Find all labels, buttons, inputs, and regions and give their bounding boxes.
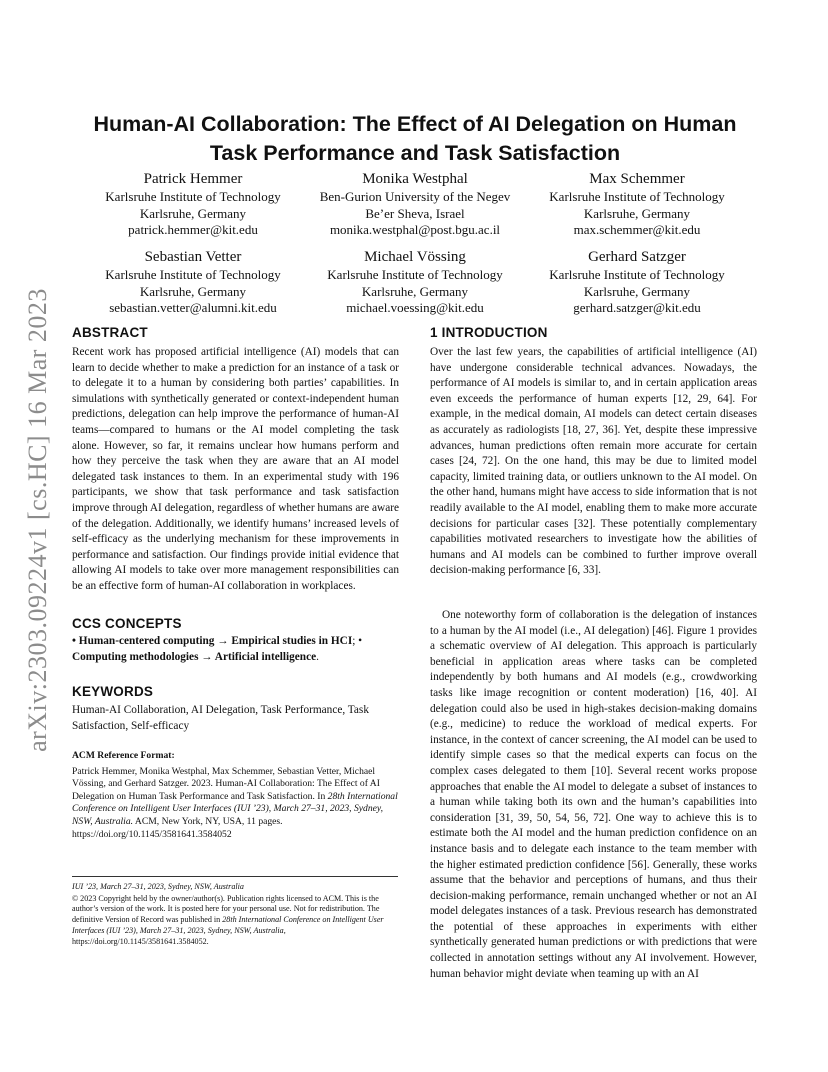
author-block	[517, 248, 757, 317]
author-location: Karlsruhe, Germany	[139, 205, 247, 221]
acm-reference-doi: ACM, New York, NY, USA, 11 pages. https://doi.org/10.1145/3581641.3584052	[72, 815, 283, 840]
footnote-conference: 28th International Conference on Intelligent User Interfaces (IUI ’23), March 27–31, 2023, Sydney, NSW, Australia	[72, 915, 384, 935]
acm-reference	[72, 750, 400, 841]
footnote-text: © 2023 Copyright held by the owner/author(s). Publication rights licensed to ACM. This is the author’s version of the work. It is posted here for your personal use. Not for redistribution. The definitive Version of Record was published in	[72, 893, 380, 925]
paper-title: Human-AI Collaboration: The Effect of AI Delegation on Human Task Performance and Task Satisfaction	[93, 112, 737, 165]
author-name: Patrick Hemmer	[143, 171, 243, 187]
author-email: michael.voessing@kit.edu	[346, 300, 484, 315]
author-block	[517, 170, 757, 239]
acm-reference-label: ACM Reference Format:	[72, 750, 175, 761]
author-location: Karlsruhe, Germany	[583, 283, 691, 299]
introduction-heading: 1 INTRODUCTION	[430, 325, 548, 340]
ccs-heading: CCS CONCEPTS	[72, 616, 182, 631]
author-affiliation: Karlsruhe Institute of Technology	[327, 267, 503, 282]
abstract-text: Recent work has proposed artificial intelligence (AI) models that can learn to decide whether to make a prediction for an instance of a task or to delegate it to a human by considering both parties’ capabilities. In simulations with synthetically generated or context-independent human predictions, delegation can help improve the performance of human-AI teams—compared to humans or the AI model completing the task alone. However, so far, it remains unclear how humans perform and how they perceive the task when they are aware that an AI model delegated task instances to them. In an experimental study with 196 participants, we show that task performance and task satisfaction improve through AI delegation, regardless of whether humans are aware of the delegation. Additionally, we identify humans’ increased levels of self-efficacy as the underlying mechanism for these improvements in performance and satisfaction. Our findings provide initial evidence that allowing AI models to take over more management responsibilities can be an effective form of human-AI collaboration in workplaces.	[72, 346, 399, 592]
arxiv-identifier: arXiv:2303.09224v1 [cs.HC] 16 Mar 2023	[23, 288, 52, 752]
author-affiliation: Karlsruhe Institute of Technology	[105, 189, 281, 204]
author-affiliation: Karlsruhe Institute of Technology	[549, 267, 725, 282]
footnote-venue: IUI ’23, March 27–31, 2023, Sydney, NSW, Australia	[72, 882, 244, 891]
author-block	[295, 170, 535, 239]
acm-reference-venue: 28th International Conference on Intelligent User Interfaces (IUI ’23), March 27–31, 2023, Sydney, NSW, Australia.	[72, 790, 398, 827]
author-email: patrick.hemmer@kit.edu	[128, 222, 258, 237]
author-block	[73, 248, 313, 317]
keywords-text: Human-AI Collaboration, AI Delegation, Task Performance, Task Satisfaction, Self-efficacy	[72, 704, 369, 732]
author-location: Karlsruhe, Germany	[361, 283, 469, 299]
author-affiliation: Ben-Gurion University of the Negev	[319, 189, 511, 204]
keywords-heading: KEYWORDS	[72, 684, 154, 699]
author-email: monika.westphal@post.bgu.ac.il	[329, 222, 501, 237]
ccs-concepts	[72, 634, 399, 665]
footnote-rule	[72, 876, 398, 877]
ccs-concept: • Human-centered computing → Empirical studies in HCI	[72, 635, 353, 647]
author-name: Monika Westphal	[362, 171, 468, 187]
author-name: Gerhard Satzger	[588, 249, 686, 265]
ccs-end: .	[316, 650, 319, 663]
author-affiliation: Karlsruhe Institute of Technology	[549, 189, 725, 204]
ccs-separator: ; •	[352, 635, 363, 647]
author-affiliation: Karlsruhe Institute of Technology	[105, 267, 281, 282]
author-email: max.schemmer@kit.edu	[573, 222, 701, 237]
intro-paragraph: Over the last few years, the capabilities of artificial intelligence (AI) have undergone considerable technical advances. Nowadays, the performance of AI models is similar to, and in certain application areas even exceeds the performance of human experts [12, 29, 64]. For example, in the medical domain, AI models can detect certain diseases as accurately as radiologists [18, 27, 36]. Yet, despite these impressive advances, human predictions often remain more accurate for certain cases [24, 72]. On the one hand, this may be due to limited model capacity, limited training data, or outliers unknown to the AI model. On the other hand, humans might have access to side information that is not readily available to the AI model, enabling them to make more accurate decisions for particular cases [32]. These potentially complementary capabilities motivated researchers to investigate how the abilities of humans and AI models can be combined to further improve overall decision-making performance [6, 33].	[430, 346, 757, 577]
author-location: Karlsruhe, Germany	[139, 283, 247, 299]
footnote-doi: , https://doi.org/10.1145/3581641.3584052.	[72, 925, 286, 946]
author-name: Sebastian Vetter	[144, 249, 242, 265]
acm-reference-text: Patrick Hemmer, Monika Westphal, Max Schemmer, Sebastian Vetter, Michael Vössing, and Gerhard Satzger. 2023. Human-AI Collaboration: The Effect of AI Delegation on Human Task Performance and Task Satisfaction. In	[72, 765, 380, 802]
copyright-footnote	[72, 882, 402, 947]
author-location: Be’er Sheva, Israel	[365, 205, 465, 221]
author-email: gerhard.satzger@kit.edu	[573, 300, 701, 315]
ccs-concept: Computing methodologies → Artificial intelligence	[72, 650, 317, 663]
author-block	[73, 170, 313, 239]
author-block	[295, 248, 535, 317]
author-name: Max Schemmer	[589, 171, 685, 187]
abstract-heading: ABSTRACT	[72, 325, 148, 340]
author-name: Michael Vössing	[364, 249, 466, 265]
intro-paragraph: One noteworthy form of collaboration is the delegation of instances to a human by the AI model (i.e., AI delegation) [46]. Figure 1 provides a schematic overview of AI delegation. This approach is particularly beneficial in application areas where tasks can be completed independently by both humans and AI models (e.g., crowdworking tasks like image recognition or content moderation) [16, 40]. AI delegation could also be used in high-stakes decision-making domains (e.g., medicine) to reduce the workload of medical experts. For instance, in the context of cancer screening, the AI model can be used to identify simple cases so that the medical experts can focus on the complex cases delegated to them [10]. Several recent works propose approaches that enable the AI model to delegate a subset of instances to a human while taking both its own and the human’s capabilities into consideration [31, 39, 50, 54, 56, 72]. One way to achieve this is to estimate both the AI model and the human prediction confidence on an instance basis and to delegate each instance to the team member with the higher estimated prediction confidence [56]. Generally, these works assume that the behavior and perceptions of humans, and thus their decision-making performance, remain unchanged whether or not an AI model delegates instances of a task. Previous research has demonstrated the potential of these approaches in experiments with either synthetically generated human predictions or with predictions that were collected in annotation settings without any AI involvement. However, human behavior might deviate when teaming up with an AI	[430, 609, 757, 980]
author-location: Karlsruhe, Germany	[583, 205, 691, 221]
author-email: sebastian.vetter@alumni.kit.edu	[109, 300, 277, 315]
